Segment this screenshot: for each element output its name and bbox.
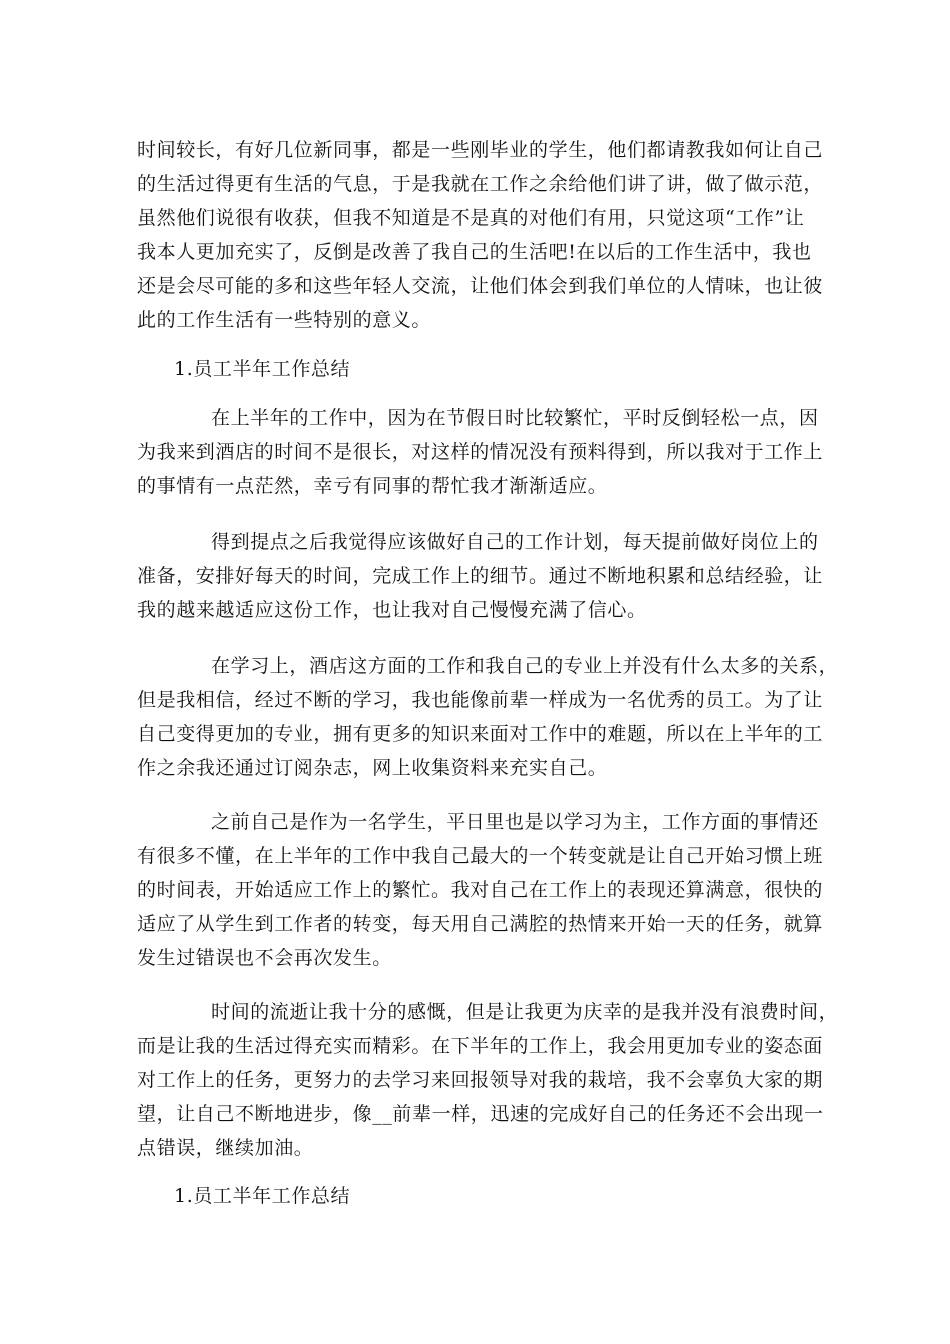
paragraph-line: 在上半年的工作中，因为在节假日时比较繁忙，平时反倒轻松一点，因 xyxy=(211,407,819,429)
paragraph-line: 望，让自己不断地进步，像__前辈一样，迅速的完成好自己的任务还不会出现一 xyxy=(137,1103,824,1125)
paragraph-line: 发生过错误也不会再次发生。 xyxy=(137,947,392,969)
paragraph-line: 为我来到酒店的时间不是很长，对这样的情况没有预料得到，所以我对于工作上 xyxy=(137,441,824,463)
section-heading: 1.员工半年工作总结 xyxy=(174,358,351,380)
intro-paragraph-line: 虽然他们说很有收获，但我不知道是不是真的对他们有用，只觉这项“工作”让 xyxy=(137,207,805,229)
paragraph-line: 在学习上，酒店这方面的工作和我自己的专业上并没有什么太多的关系， xyxy=(211,655,839,677)
paragraph-line: 准备，安排好每天的时间，完成工作上的细节。通过不断地积累和总结经验，让 xyxy=(137,565,824,587)
paragraph-line: 的事情有一点茫然，幸亏有同事的帮忙我才渐渐适应。 xyxy=(137,475,608,497)
paragraph-line: 之前自己是作为一名学生，平日里也是以学习为主，工作方面的事情还 xyxy=(211,811,819,833)
intro-paragraph-line: 的生活过得更有生活的气息，于是我就在工作之余给他们讲了讲，做了做示范， xyxy=(137,173,824,195)
paragraph-line: 对工作上的任务，更努力的去学习来回报领导对我的栽培，我不会辜负大家的期 xyxy=(137,1069,824,1091)
paragraph-line: 时间的流逝让我十分的感慨，但是让我更为庆幸的是我并没有浪费时间， xyxy=(211,1001,839,1023)
intro-paragraph-line: 我本人更加充实了，反倒是改善了我自己的生活吧!在以后的工作生活中，我也 xyxy=(137,241,812,263)
paragraph-line: 但是我相信，经过不断的学习，我也能像前辈一样成为一名优秀的员工。为了让 xyxy=(137,689,824,711)
paragraph-line: 我的越来越适应这份工作，也让我对自己慢慢充满了信心。 xyxy=(137,599,647,621)
intro-paragraph-line: 还是会尽可能的多和这些年轻人交流，让他们体会到我们单位的人情味，也让彼 xyxy=(137,275,824,297)
paragraph-line: 的时间表，开始适应工作上的繁忙。我对自己在工作上的表现还算满意，很快的 xyxy=(137,879,824,901)
section-heading: 1.员工半年工作总结 xyxy=(174,1185,351,1207)
paragraph-line: 自己变得更加的专业，拥有更多的知识来面对工作中的难题，所以在上半年的工 xyxy=(137,723,824,745)
paragraph-line: 适应了从学生到工作者的转变，每天用自己满腔的热情来开始一天的任务，就算 xyxy=(137,913,824,935)
paragraph-line: 得到提点之后我觉得应该做好自己的工作计划，每天提前做好岗位上的 xyxy=(211,531,819,553)
paragraph-line: 有很多不懂，在上半年的工作中我自己最大的一个转变就是让自己开始习惯上班 xyxy=(137,845,824,867)
intro-paragraph-line: 此的工作生活有一些特别的意义。 xyxy=(137,309,432,331)
paragraph-line: 点错误，继续加油。 xyxy=(137,1137,314,1159)
paragraph-line: 而是让我的生活过得充实而精彩。在下半年的工作上，我会用更加专业的姿态面 xyxy=(137,1035,824,1057)
intro-paragraph-line: 时间较长，有好几位新同事，都是一些刚毕业的学生，他们都请教我如何让自己 xyxy=(137,139,824,161)
paragraph-line: 作之余我还通过订阅杂志，网上收集资料来充实自己。 xyxy=(137,757,608,779)
